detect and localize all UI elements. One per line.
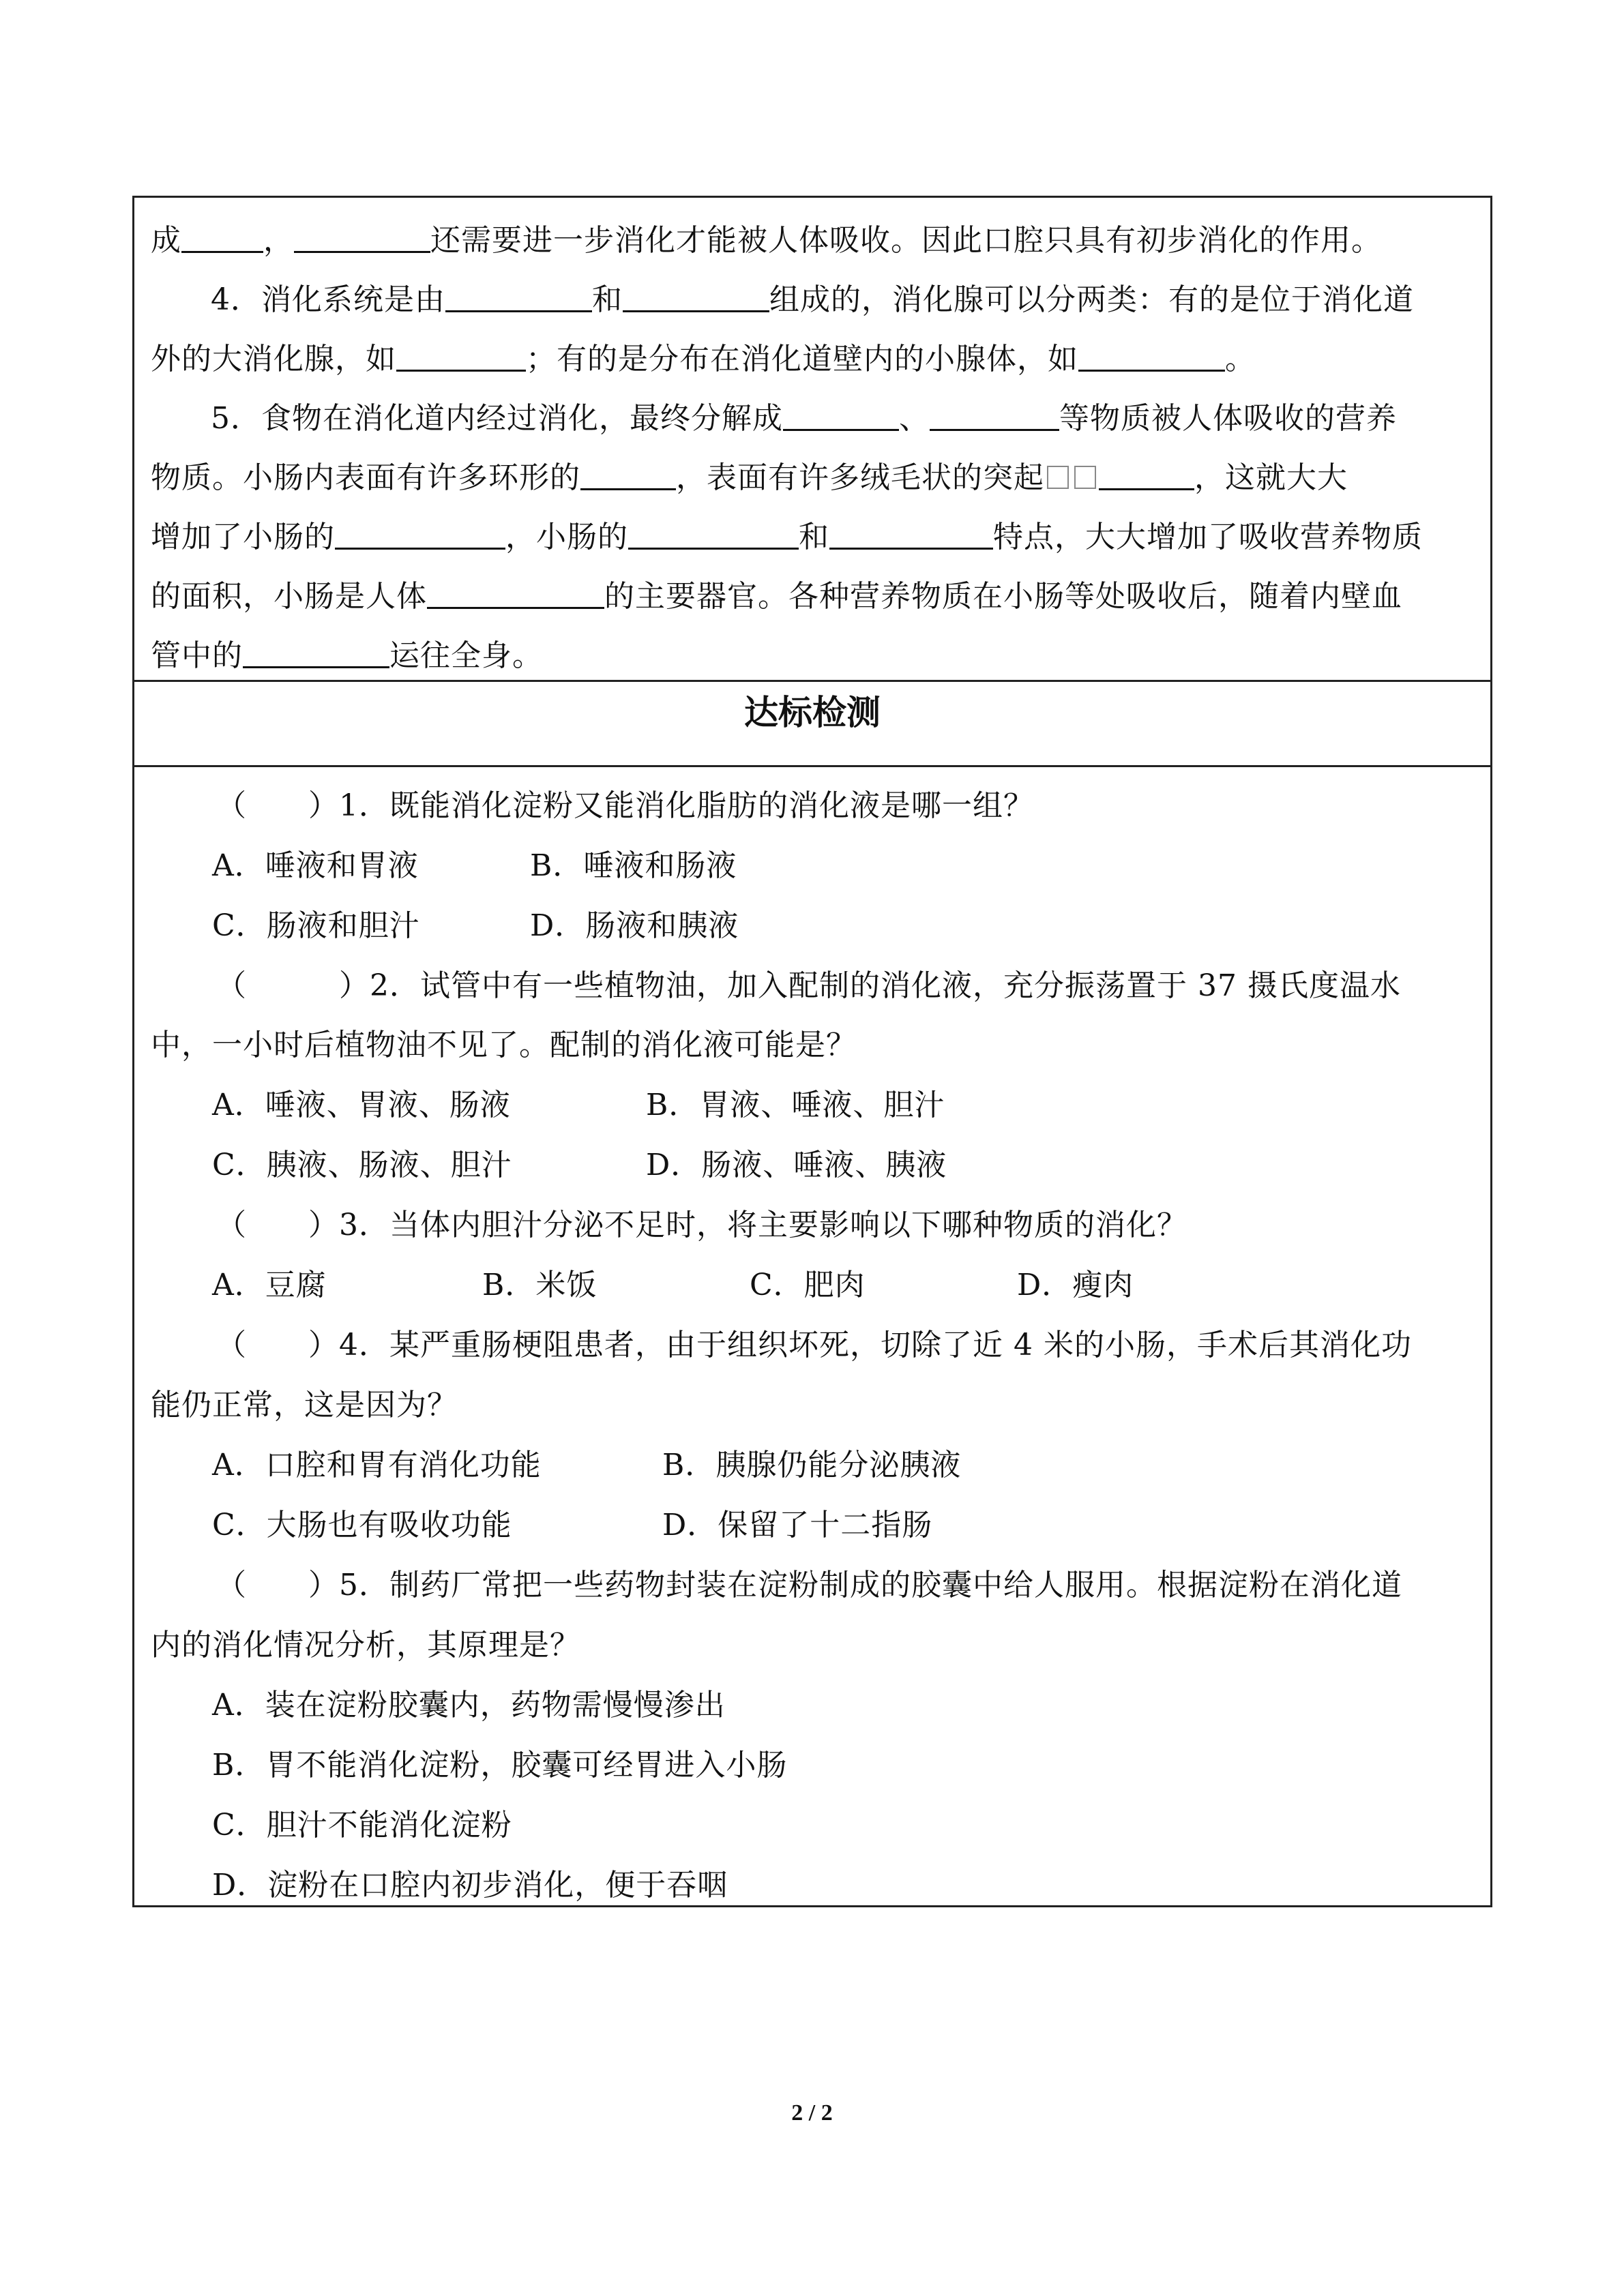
- option-b[interactable]: B．胃液、唾液、胆汁: [646, 1088, 945, 1122]
- q2-options-row2: [212, 1145, 1477, 1186]
- answer-blank[interactable]: [829, 518, 993, 550]
- answer-paren[interactable]: （ ）: [216, 788, 339, 823]
- option-b[interactable]: B．米饭: [482, 1268, 597, 1302]
- answer-blank[interactable]: [1078, 340, 1225, 372]
- option-d[interactable]: D．瘦肉: [1017, 1268, 1134, 1302]
- answer-blank[interactable]: [445, 280, 592, 312]
- q1-options-row1: [212, 846, 1477, 886]
- worksheet-frame: [132, 196, 1492, 1907]
- fill-question-5-cont4: 管中的 运往全身。: [151, 636, 1477, 676]
- divider: [134, 765, 1490, 767]
- fill-question-4-cont: 外的大消化腺，如 ；有的是分布在消化道壁内的小腺体，如 。: [151, 339, 1477, 380]
- answer-blank[interactable]: [930, 399, 1059, 431]
- placeholder-box-icon: [1074, 466, 1096, 489]
- q4-options-row1: [212, 1445, 1477, 1486]
- option-a[interactable]: A．豆腐: [212, 1268, 327, 1302]
- option-c[interactable]: C．肥肉: [750, 1268, 866, 1302]
- q3-options: [212, 1265, 1477, 1306]
- answer-blank[interactable]: [623, 280, 769, 312]
- answer-blank[interactable]: [396, 340, 526, 372]
- fill-question-5-cont1: 物质。小肠内表面有许多环形的 ，表面有许多绒毛状的突起 ，这就大大: [151, 458, 1477, 498]
- test-question-4-cont: 能仍正常，这是因为？: [151, 1388, 458, 1422]
- option-c[interactable]: C．胆汁不能消化淀粉: [212, 1808, 512, 1843]
- option-d[interactable]: D．肠液、唾液、胰液: [646, 1148, 947, 1182]
- test-question-5: （ ）5．制药厂常把一些药物封装在淀粉制成的胶囊中给人服用。根据淀粉在消化道: [216, 1565, 1477, 1606]
- test-question-5-cont: 内的消化情况分析，其原理是？: [151, 1628, 580, 1663]
- q4-options-row2: [212, 1505, 1477, 1546]
- option-c[interactable]: C．大肠也有吸收功能: [212, 1508, 512, 1542]
- answer-blank[interactable]: [294, 221, 430, 253]
- option-a[interactable]: A．装在淀粉胶囊内，药物需慢慢渗出: [212, 1688, 726, 1723]
- fill-question-4: 4．消化系统是由 和 组成的，消化腺可以分两类：有的是位于消化道: [211, 280, 1477, 320]
- answer-blank[interactable]: [243, 636, 389, 668]
- q2-options-row1: [212, 1085, 1477, 1126]
- option-b[interactable]: B．胰腺仍能分泌胰液: [662, 1448, 962, 1482]
- option-a[interactable]: A．口腔和胃有消化功能: [212, 1448, 542, 1482]
- answer-blank[interactable]: [580, 458, 676, 490]
- answer-paren[interactable]: （ ）: [216, 1568, 339, 1602]
- test-question-3: （ ）3．当体内胆汁分泌不足时，将主要影响以下哪种物质的消化？: [216, 1205, 1477, 1246]
- fill-line-1: 成 ， 还需要进一步消化才能被人体吸收。因此口腔只具有初步消化的作用。: [151, 220, 1477, 261]
- placeholder-box-icon: [1047, 466, 1069, 489]
- q1-options-row2: [212, 906, 1477, 946]
- option-c[interactable]: C．胰液、肠液、胆汁: [212, 1148, 512, 1182]
- test-question-4: （ ）4．某严重肠梗阻患者，由于组织坏死，切除了近 4 米的小肠，手术后其消化功: [216, 1325, 1477, 1366]
- option-c[interactable]: C．肠液和胆汁: [212, 908, 420, 943]
- option-b[interactable]: B．胃不能消化淀粉，胶囊可经胃进入小肠: [212, 1748, 788, 1783]
- answer-paren[interactable]: （ ）: [216, 968, 370, 1003]
- answer-blank[interactable]: [1099, 458, 1194, 490]
- divider: [134, 680, 1490, 682]
- test-question-2-cont: 中，一小时后植物油不见了。配制的消化液可能是？: [151, 1028, 857, 1062]
- fill-question-5: 5．食物在消化道内经过消化，最终分解成 、 等物质被人体吸收的营养: [211, 398, 1477, 439]
- answer-paren[interactable]: （ ）: [216, 1328, 339, 1362]
- option-a[interactable]: A．唾液和胃液: [212, 848, 419, 883]
- option-d[interactable]: D．保留了十二指肠: [662, 1508, 933, 1542]
- option-b[interactable]: B．唾液和肠液: [530, 848, 737, 883]
- option-d[interactable]: D．淀粉在口腔内初步消化，便于吞咽: [212, 1868, 728, 1903]
- answer-paren[interactable]: （ ）: [216, 1208, 339, 1242]
- answer-blank[interactable]: [335, 518, 505, 550]
- answer-blank[interactable]: [628, 518, 799, 550]
- fill-question-5-cont2: 增加了小肠的 ，小肠的 和 特点，大大增加了吸收营养物质: [151, 517, 1477, 558]
- answer-blank[interactable]: [427, 577, 604, 609]
- page-number: 2 / 2: [791, 2100, 833, 2126]
- section-title: 达标检测: [744, 693, 881, 732]
- option-a[interactable]: A．唾液、胃液、肠液: [212, 1088, 511, 1122]
- answer-blank[interactable]: [783, 399, 899, 431]
- option-d[interactable]: D．肠液和胰液: [530, 908, 739, 943]
- test-question-2: （ ）2．试管中有一些植物油，加入配制的消化液，充分振荡置于 37 摄氏度温水: [216, 966, 1477, 1007]
- answer-blank[interactable]: [181, 221, 263, 253]
- test-question-1: （ ）1．既能消化淀粉又能消化脂肪的消化液是哪一组？: [216, 786, 1477, 826]
- fill-question-5-cont3: 的面积，小肠是人体 的主要器官。各种营养物质在小肠等处吸收后，随着内壁血: [151, 576, 1477, 617]
